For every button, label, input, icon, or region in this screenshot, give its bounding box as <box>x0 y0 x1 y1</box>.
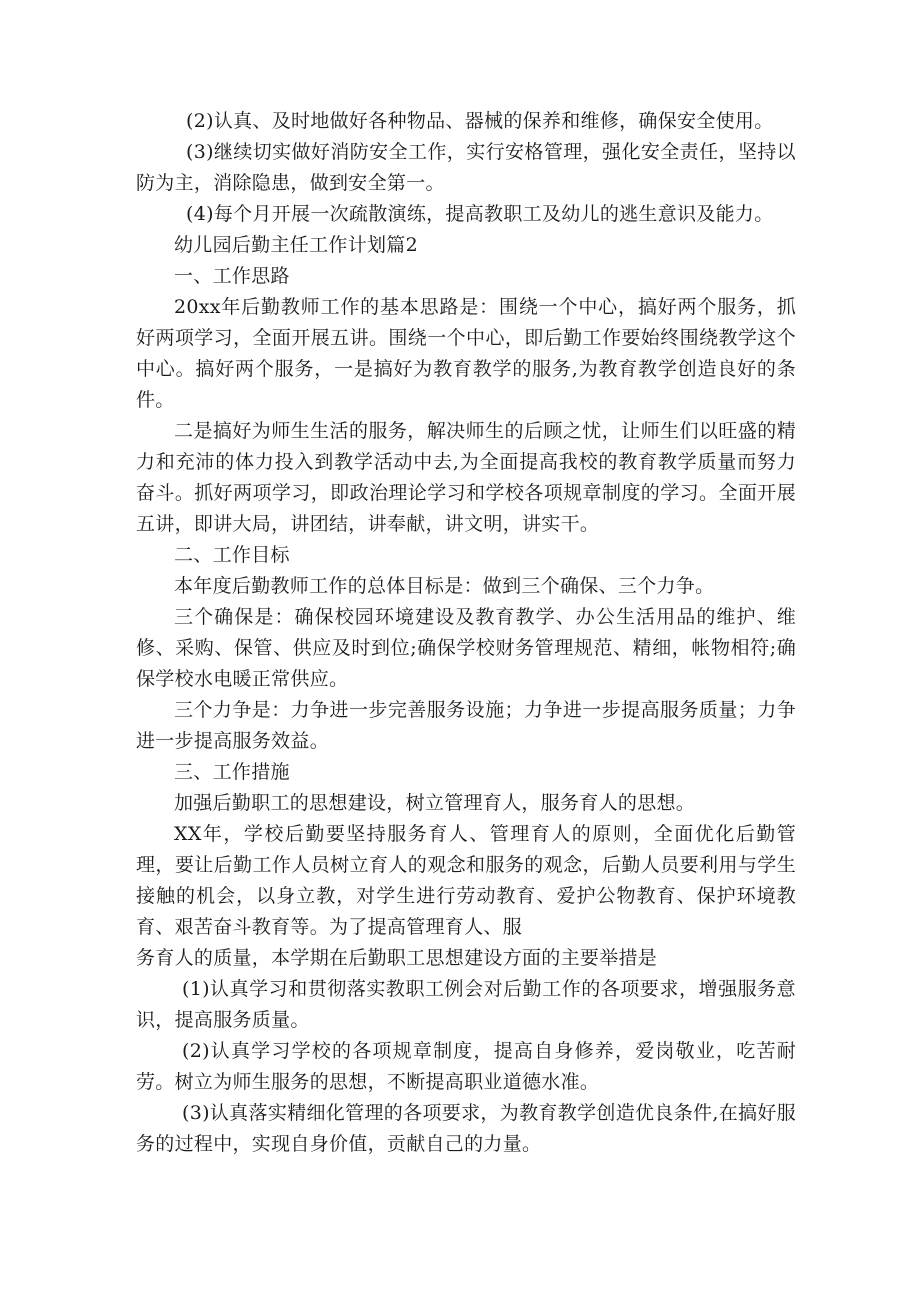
paragraph-ideology-building: 加强后勤职工的思想建设，树立管理育人，服务育人的思想。 <box>174 792 696 814</box>
paragraph-maintenance: (2)认真、及时地做好各种物品、器械的保养和维修，确保安全使用。 <box>186 110 774 132</box>
heading-work-ideas: 一、工作思路 <box>174 265 290 287</box>
section-title-plan-2: 幼儿园后勤主任工作计划篇2 <box>174 234 418 256</box>
list-item-measure-1: (1)认真学习和贯彻落实教职工例会对后勤工作的各项要求，增强服务意识，提高服务质量。 <box>136 978 796 1031</box>
paragraph-three-ensures: 三个确保是：确保校园环境建设及教育教学、办公生活用品的维护、维修、采购、保管、供应及时到位;确保学校财务管理规范、精细，帐物相符;确保学校水电暖正常供应。 <box>136 606 796 690</box>
paragraph-overall-goal: 本年度后勤教师工作的总体目标是：做到三个确保、三个力争。 <box>174 575 715 597</box>
paragraph-main-measures: 务育人的质量，本学期在后勤职工思想建设方面的主要举措是 <box>136 947 658 969</box>
heading-work-goals: 二、工作目标 <box>174 544 290 566</box>
document-body <box>136 106 796 1160</box>
paragraph-fire-safety: (3)继续切实做好消防安全工作，实行安格管理，强化安全责任，坚持以防为主，消除隐患，做到安全第一。 <box>136 141 796 194</box>
heading-work-measures: 三、工作措施 <box>174 761 290 783</box>
list-item-measure-3: (3)认真落实精细化管理的各项要求，为教育教学创造优良条件,在搞好服务的过程中，实现自身价值，贡献自己的力量。 <box>136 1102 796 1155</box>
paragraph-life-service: 二是搞好为师生生活的服务，解决师生的后顾之忧，让师生们以旺盛的精力和充沛的体力投入到教学活动中去,为全面提高我校的教育教学质量而努力奋斗。抓好两项学习，即政治理论学习和学校各项规章制度的学习。全面开展五讲，即讲大局，讲团结，讲奉献，讲文明，讲实干。 <box>136 420 796 535</box>
paragraph-basic-ideas: 20xx年后勤教师工作的基本思路是：围绕一个中心，搞好两个服务，抓好两项学习，全面开展五讲。围绕一个中心，即后勤工作要始终围绕教学这个中心。搞好两个服务，一是搞好为教育教学的服务,为教育教学创造良好的条件。 <box>136 296 796 411</box>
paragraph-three-strives: 三个力争是：力争进一步完善服务设施；力争进一步提高服务质量；力争进一步提高服务效益。 <box>136 699 796 752</box>
list-item-measure-2: (2)认真学习学校的各项规章制度，提高自身修养，爱岗敬业，吃苦耐劳。树立为师生服务的思想，不断提高职业道德水准。 <box>136 1040 796 1093</box>
paragraph-education-principle: XX年，学校后勤要坚持服务育人、管理育人的原则，全面优化后勤管理，要让后勤工作人员树立育人的观念和服务的观念，后勤人员要利用与学生接触的机会，以身立教，对学生进行劳动教育、爱护公物教育、保护环境教育、艰苦奋斗教育等。为了提高管理育人、服 <box>136 823 796 938</box>
paragraph-evacuation-drill: (4)每个月开展一次疏散演练，提高教职工及幼儿的逃生意识及能力。 <box>186 203 774 225</box>
